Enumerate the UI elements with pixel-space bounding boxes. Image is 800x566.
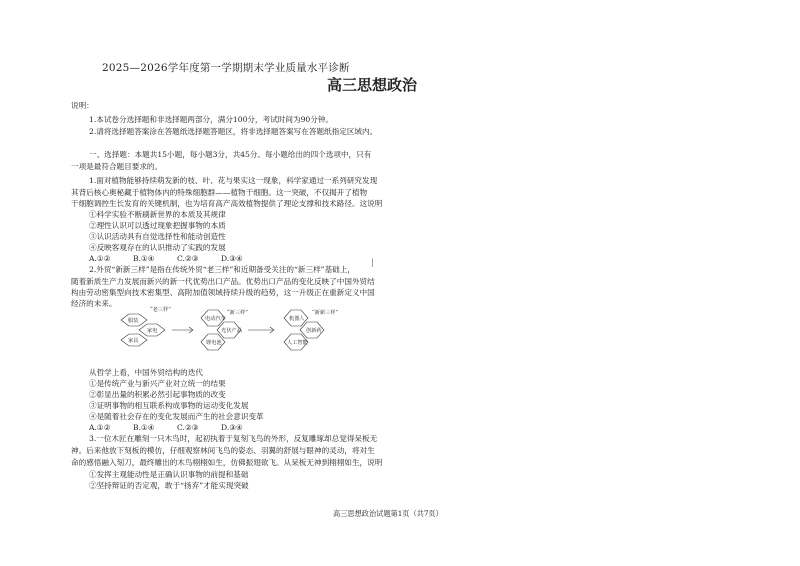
question-lead: 从哲学上看，中国外贸结构的迭代 bbox=[89, 368, 203, 377]
question-stem: 干细胞调控生长发育的关键机制，也为培育高产高效植物提供了理论支撑和技术路径。这说明 bbox=[71, 199, 383, 208]
newnew-item: 机器人 bbox=[289, 316, 305, 322]
choice-a: A.①② bbox=[89, 423, 111, 432]
new-item: 锂电池 bbox=[206, 340, 222, 346]
old-item: 家电 bbox=[147, 328, 158, 334]
instruction-item: 2.请将选择题答案涂在答题纸选择题答题区，将非选择题答案写在答题纸指定区域内。 bbox=[89, 127, 378, 136]
question-stem: 随着新质生产力发展而新兴的新一代优势出口产品。优势出口产品的变化反映了中国外贸结 bbox=[71, 277, 375, 286]
question-stem: 3.一位木匠在雕刻一只木鸟时，起初执着于复刻飞鸟的外形，反复雕琢却总觉得呆板无 bbox=[89, 434, 378, 443]
old-three-label: “老三样” bbox=[150, 307, 171, 313]
new-item: 光伏产品 bbox=[221, 328, 242, 334]
question-stem: 其背后核心奥秘藏于植物体内的特殊细胞群——植物干细胞。这一突破，不仅揭开了植物 bbox=[71, 188, 368, 197]
section-heading: 一、选择题：本题共15小题，每小题3分，共45分。每小题给出的四个选项中，只有 bbox=[89, 150, 372, 159]
instruction-item: 1.本试卷分选择题和非选择题两部分，满分100分，考试时间为90分钟。 bbox=[89, 115, 334, 124]
new-item: 电动汽车 bbox=[205, 316, 226, 322]
choice-c: C.②③ bbox=[177, 423, 199, 432]
question-option: ③证明事物的相互联系构成事物的运动变化发展 bbox=[89, 401, 249, 410]
subject-title: 高三思想政治 bbox=[327, 76, 418, 94]
question-option: ④反映客观存在的认识推动了实践的发展 bbox=[89, 243, 226, 252]
question-option: ②坚持辩证的否定观，敢于“扬弃”才能实现突破 bbox=[89, 481, 249, 490]
answer-choices bbox=[89, 253, 265, 264]
instructions-label: 说明： bbox=[71, 101, 94, 110]
question-stem: 经济的未来。 bbox=[71, 299, 117, 308]
newnew-three-label: “新新三样” bbox=[312, 310, 339, 316]
question-option: ②彰显出量的积累必然引起事物质的改变 bbox=[89, 390, 226, 399]
question-option: ①科学实验不断刷新世界的本质及其规律 bbox=[89, 210, 226, 219]
margin-mark: | bbox=[371, 258, 374, 267]
question-stem: 构由劳动密集型向技术密集型、高附加值领域持续升级的趋势，这一升级正在重新定义中国 bbox=[71, 288, 375, 297]
question-stem: 命的感悟融入刻刀，最终雕出的木鸟栩栩如生，仿佛振翅欲飞。从呆板无神到栩栩如生，说明 bbox=[71, 458, 383, 467]
new-three-label: “新三样” bbox=[227, 310, 248, 316]
question-stem: 2.外贸“新新三样”是指在传统外贸“老三样”和近期备受关注的“新三样”基础上， bbox=[89, 265, 355, 274]
choice-b: B.①④ bbox=[133, 423, 155, 432]
newnew-item: 创新药 bbox=[306, 328, 322, 334]
section-heading: 一项是最符合题目要求的。 bbox=[71, 162, 163, 171]
question-stem: 1.面对植物能够持续萌发新的枝、叶、花与果实这一现象，科学家通过一系列研究发现 bbox=[89, 176, 378, 185]
question-option: ②理性认识可以透过现象把握事物的本质 bbox=[89, 221, 226, 230]
page-footer: 高三思想政治试题第1页（共7页） bbox=[333, 509, 443, 518]
question-option: ①发挥主观能动性是正确认识事物的前提和基础 bbox=[89, 470, 249, 479]
answer-choices bbox=[89, 422, 265, 433]
trade-structure-diagram bbox=[117, 306, 362, 368]
old-item: 家具 bbox=[128, 338, 139, 344]
question-option: ①是传统产业与新兴产业对立统一的结果 bbox=[89, 379, 226, 388]
choice-d: D.③④ bbox=[221, 254, 243, 263]
question-option: ③认识活动具有自觉选择性和能动创造性 bbox=[89, 232, 226, 241]
choice-c: C.②③ bbox=[177, 254, 199, 263]
choice-d: D.③④ bbox=[221, 423, 243, 432]
choice-a: A.①② bbox=[89, 254, 111, 263]
question-option: ④是随着社会存在的变化发展而产生的社会意识变革 bbox=[89, 412, 264, 421]
question-stem: 神。后来他放下刻板的模仿，仔细观察林间飞鸟的姿态、羽翼的舒展与眼神的灵动，将对生 bbox=[71, 446, 375, 455]
newnew-item: 人工智能 bbox=[287, 340, 308, 346]
old-item: 服装 bbox=[128, 318, 139, 324]
choice-b: B.①④ bbox=[133, 254, 155, 263]
exam-title: 2025—2026学年度第一学期期末学业质量水平诊断 bbox=[102, 62, 350, 74]
